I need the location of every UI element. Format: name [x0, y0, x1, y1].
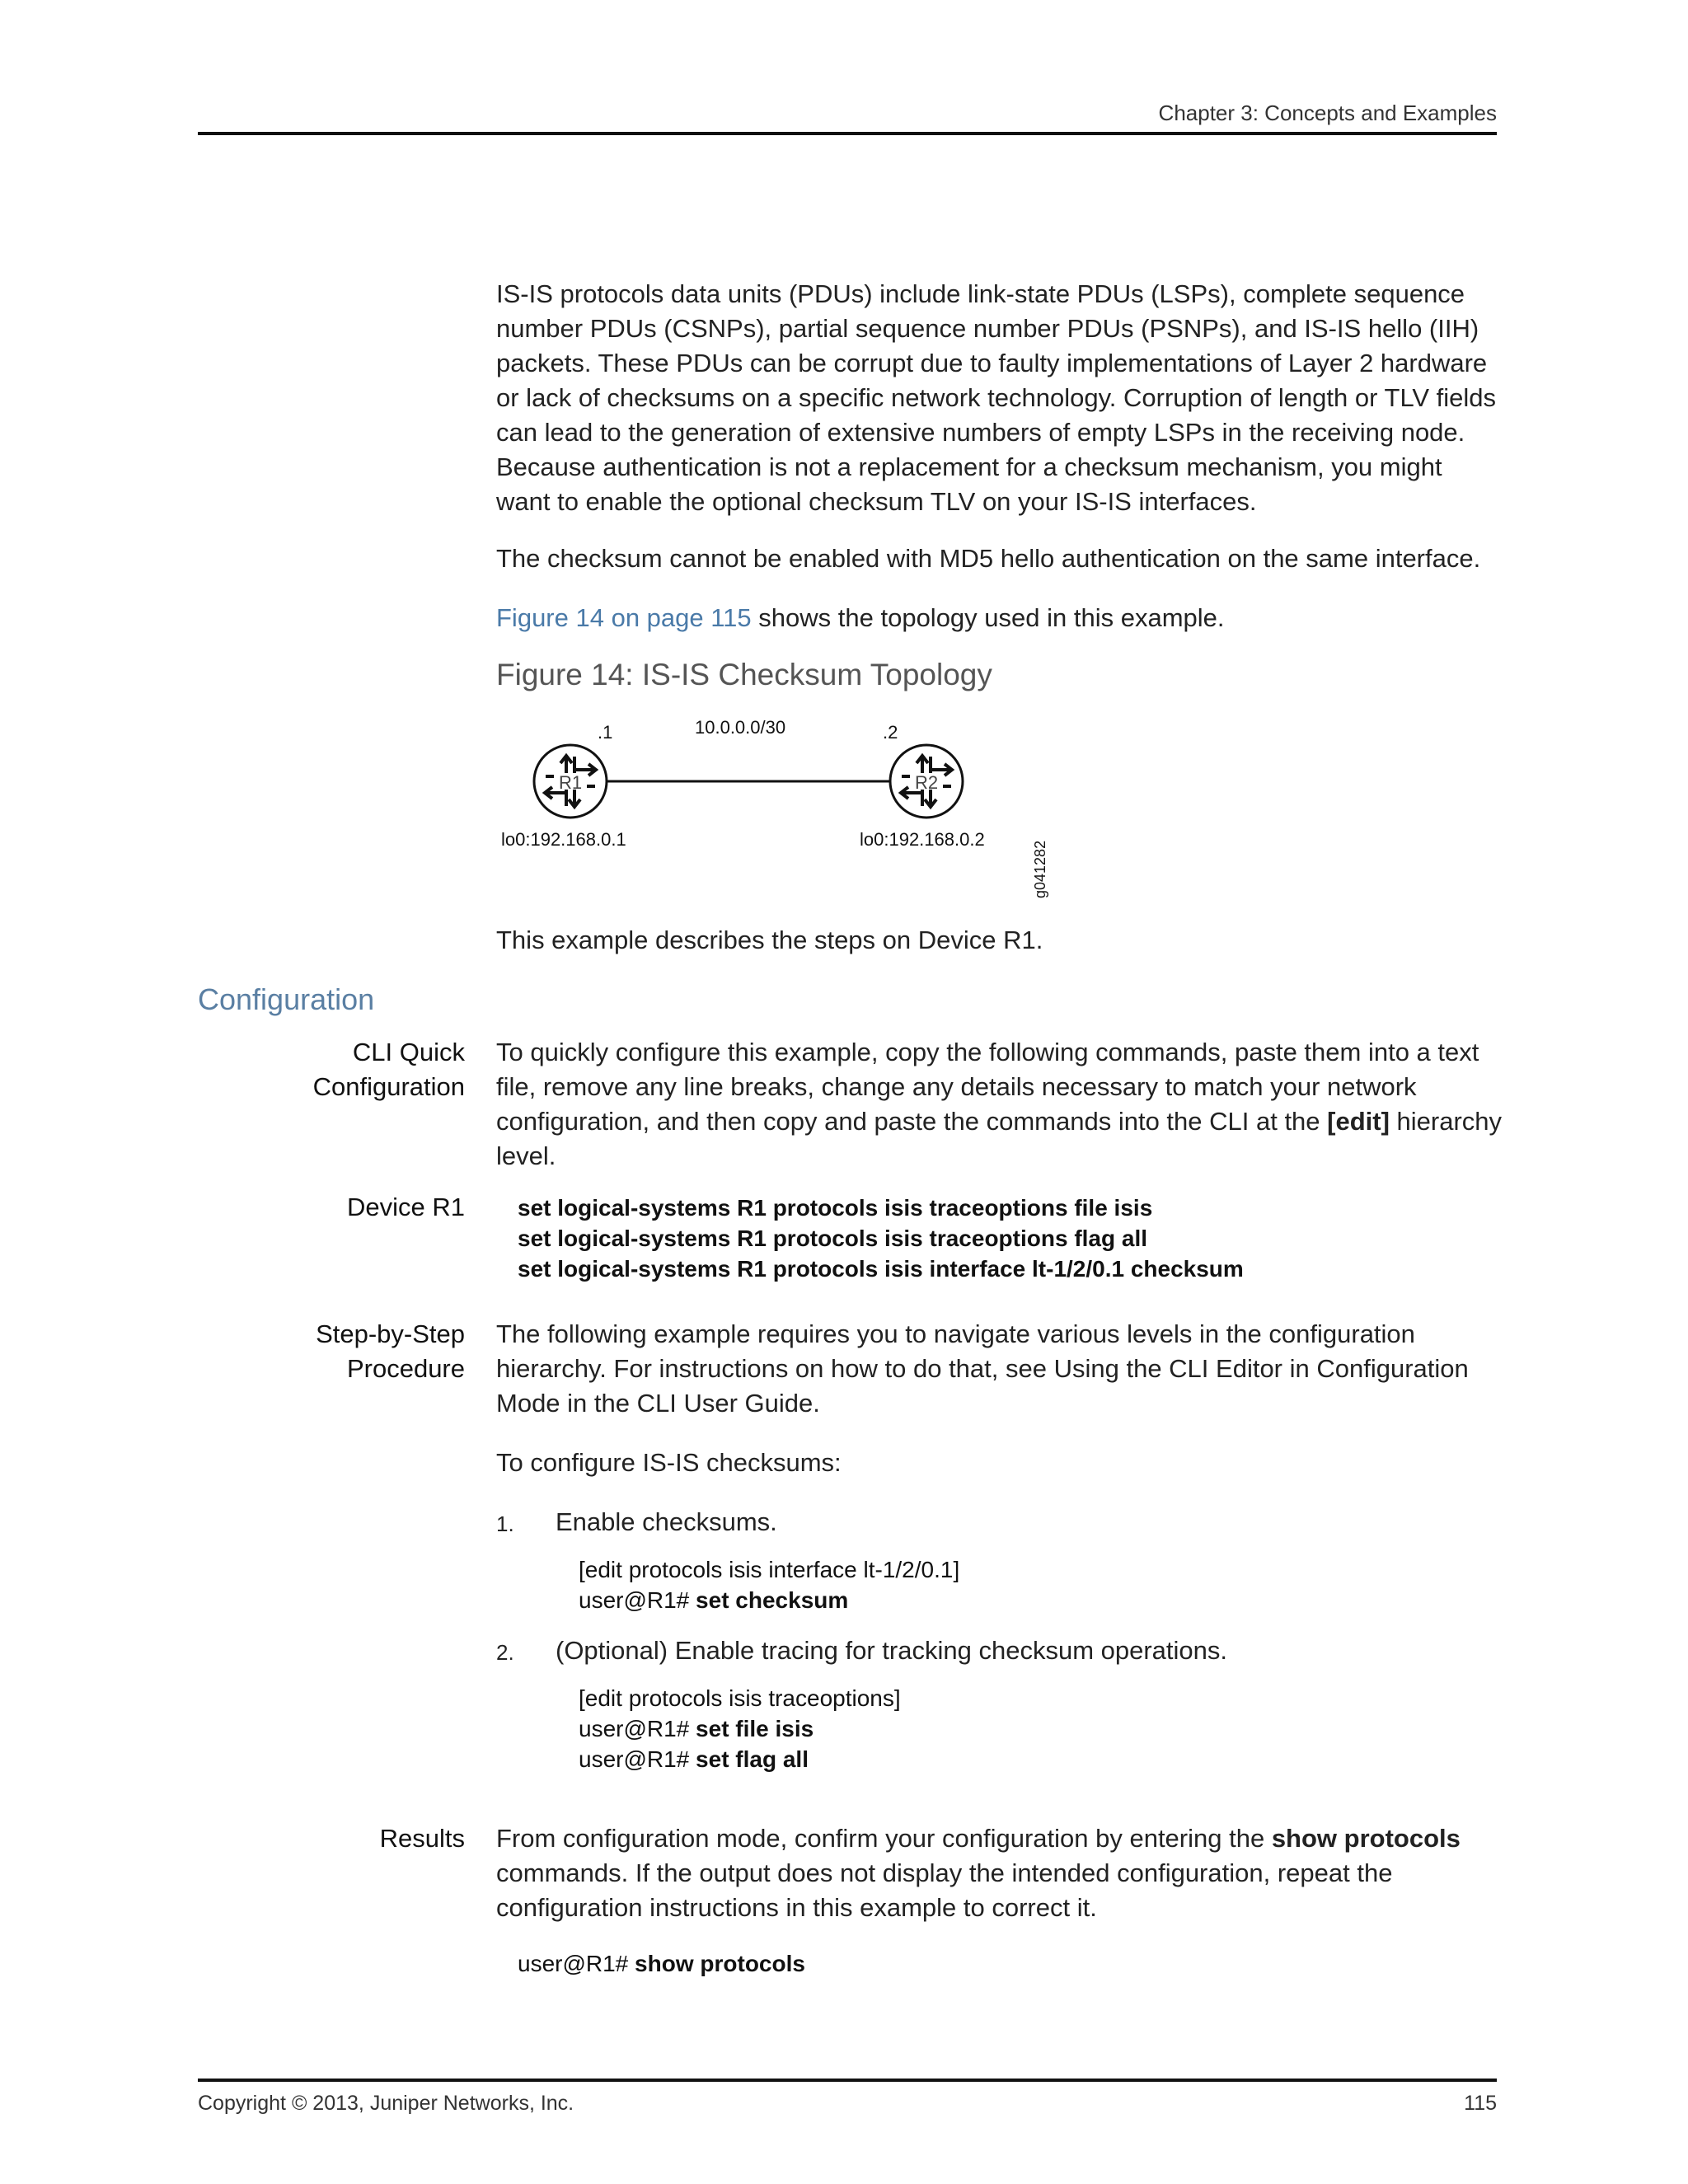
- device-r1-commands: [518, 1193, 1244, 1284]
- step-1-text: Enable checksums.: [556, 1507, 777, 1536]
- code-line: [579, 1744, 901, 1774]
- figure-reference-text: shows the topology used in this example.: [751, 603, 1225, 632]
- command-line: set logical-systems R1 protocols isis traceoptions flag all: [518, 1226, 1148, 1251]
- figure-title: Figure 14: IS-IS Checksum Topology: [496, 658, 992, 691]
- code-command: set checksum: [696, 1587, 849, 1613]
- step-1-code: [579, 1554, 959, 1615]
- footer-rule: [198, 2079, 1497, 2082]
- code-line: [579, 1585, 959, 1615]
- r2-loopback: lo0:192.168.0.2: [860, 829, 985, 850]
- command-line: set logical-systems R1 protocols isis traceoptions file isis: [518, 1195, 1153, 1221]
- topology-diagram: [495, 707, 1071, 905]
- step-1-number: 1.: [496, 1511, 514, 1536]
- device-note: This example describes the steps on Device R1.: [496, 926, 1043, 954]
- code-line: [579, 1683, 901, 1713]
- header-rule: [198, 132, 1497, 135]
- cli-quick-text-part2: hierarchy level.: [496, 1107, 1503, 1170]
- code-line: [579, 1554, 959, 1585]
- r2-interface-address: .2: [883, 722, 898, 743]
- page-number: 115: [1464, 2092, 1497, 2115]
- code-prompt: user@R1#: [579, 1746, 696, 1772]
- copyright: Copyright © 2013, Juniper Networks, Inc.: [198, 2092, 574, 2115]
- cli-quick-label-line1: CLI Quick: [352, 1038, 465, 1066]
- results-code: [518, 1948, 805, 1979]
- code-prompt: user@R1#: [518, 1951, 635, 1976]
- router-r2-label: R2: [914, 772, 939, 793]
- code-command: set flag all: [696, 1746, 809, 1772]
- step-by-step-lead: To configure IS-IS checksums:: [496, 1448, 842, 1477]
- show-protocols-keyword: show protocols: [1271, 1824, 1461, 1853]
- code-prompt: user@R1#: [579, 1587, 696, 1613]
- figure-reference: [496, 601, 1500, 635]
- edit-keyword: [edit]: [1327, 1107, 1390, 1136]
- results-text-part1: From configuration mode, confirm your configuration by entering the: [496, 1824, 1272, 1853]
- intro-paragraph: IS-IS protocols data units (PDUs) include link-state PDUs (LSPs), complete sequence number PDUs (CSNPs), partial sequence number PDUs (PSNPs), and IS-IS hello (IIH) packets. These PDUs can be corrupt due to faulty implementations of Layer 2 hardware or lack of checksums on a specific network technology. Corruption of length or TLV fields can lead to the generation of extensive numbers of empty LSPs in the receiving node. Because authentication is not a replacement for a checksum mechanism, you might want to enable the optional checksum TLV on your IS-IS interfaces.: [496, 279, 1497, 516]
- results-text: [496, 1821, 1500, 1925]
- device-r1-label: Device R1: [347, 1193, 465, 1221]
- cli-quick-label-line2: Configuration: [312, 1072, 465, 1101]
- results-label: Results: [379, 1824, 465, 1853]
- step-by-step-label: [218, 1317, 465, 1386]
- figure-14-link[interactable]: Figure 14 on page 115: [496, 603, 752, 632]
- code-line: [518, 1948, 805, 1979]
- results-text-part2: commands. If the output does not display the intended configuration, repeat the configuration instructions in this example to correct it.: [496, 1858, 1393, 1922]
- code-line: [579, 1713, 901, 1744]
- r1-interface-address: .1: [598, 722, 613, 743]
- chapter-header: Chapter 3: Concepts and Examples: [1158, 101, 1497, 125]
- step-by-step-label-line1: Step-by-Step: [316, 1319, 465, 1348]
- r1-loopback: lo0:192.168.0.1: [501, 829, 626, 850]
- md5-note: The checksum cannot be enabled with MD5 hello authentication on the same interface.: [496, 544, 1481, 573]
- router-r1-label: R1: [558, 772, 583, 793]
- step-2-number: 2.: [496, 1640, 514, 1665]
- step-2-text: (Optional) Enable tracing for tracking checksum operations.: [556, 1636, 1228, 1665]
- step-by-step-label-line2: Procedure: [346, 1354, 465, 1383]
- command-line: set logical-systems R1 protocols isis interface lt-1/2/0.1 checksum: [518, 1256, 1244, 1282]
- step-by-step-text: The following example requires you to navigate various levels in the configuration hierarchy. For instructions on how to do that, see Using the CLI Editor in Configuration Mode in the CLI User Guide.: [496, 1319, 1469, 1418]
- cli-quick-text-part1: To quickly configure this example, copy the following commands, paste them into a text file, remove any line breaks, change any details necessary to match your network configuration, and then copy and paste the commands into the CLI at the: [496, 1038, 1479, 1136]
- step-2-code: [579, 1683, 901, 1774]
- code-prompt: user@R1#: [579, 1716, 696, 1741]
- code-context: [edit protocols isis traceoptions]: [579, 1685, 901, 1711]
- subnet-label: 10.0.0.0/30: [695, 717, 786, 738]
- configuration-heading: Configuration: [198, 982, 375, 1016]
- cli-quick-label: [218, 1035, 465, 1104]
- graphic-id: g041282: [1032, 840, 1048, 898]
- code-context: [edit protocols isis interface lt-1/2/0.1]: [579, 1557, 960, 1582]
- cli-quick-text: [496, 1035, 1503, 1174]
- code-command: set file isis: [696, 1716, 814, 1741]
- code-command: show protocols: [635, 1951, 805, 1976]
